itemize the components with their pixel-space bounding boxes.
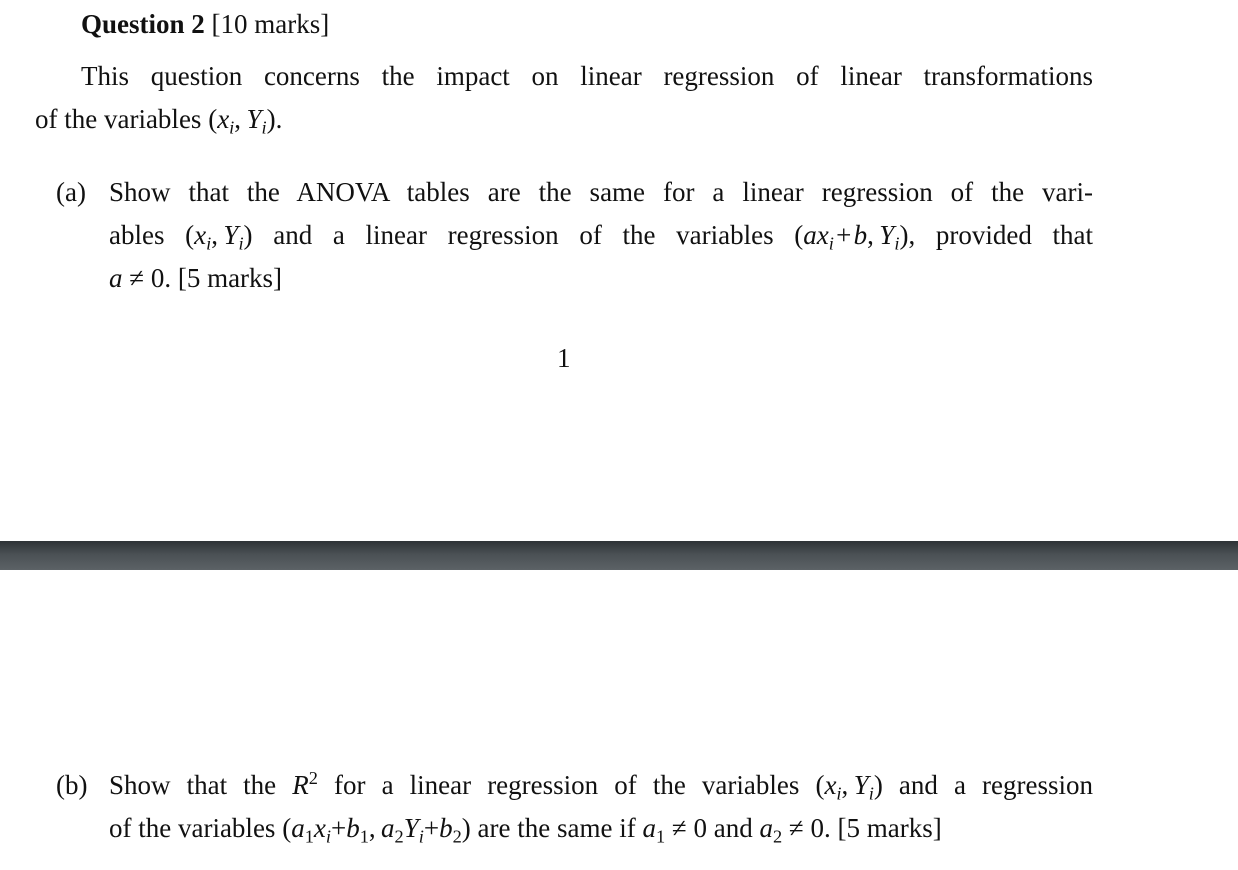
part-b-label: (b) [56, 770, 88, 800]
intro-line-2: of the variables ($x_i$, $Y_i$). [35, 104, 283, 138]
part-a-line-2: ables ($x_i$, $Y_i$) and a linear regression of the variables ($ax_i$ + b, $Y_i$), provided that [109, 220, 1094, 254]
intro-line-1: This question concerns the impact on linear regression of linear transformations [81, 61, 1093, 91]
question-heading [81, 7, 329, 41]
question-marks: [10 marks] [211, 9, 330, 39]
part-a-marks: [5 marks] [171, 263, 283, 293]
part-a-label: (a) [56, 177, 86, 207]
part-b-line-2: of the variables ($a_1x_i+b_1$, $a_2Y_i+b_2$) are the same if $a_1 \ne 0$ and $a_2 \ne 0$. [5 marks] [109, 813, 942, 847]
part-b-marks: [5 marks] [830, 813, 942, 843]
part-a-line-3: a ≠ 0. [5 marks] [109, 263, 283, 293]
part-a-line-1: Show that the ANOVA tables are the same for a linear regression of the vari- [109, 177, 1093, 207]
part-b-line-1: Show that the $R^2$ for a linear regression of the variables ($x_i$, $Y_i$) and a regression [109, 767, 1094, 804]
question-title: Question 2 [81, 9, 205, 39]
page-divider [0, 541, 1238, 570]
page-number: 1 [557, 343, 571, 373]
